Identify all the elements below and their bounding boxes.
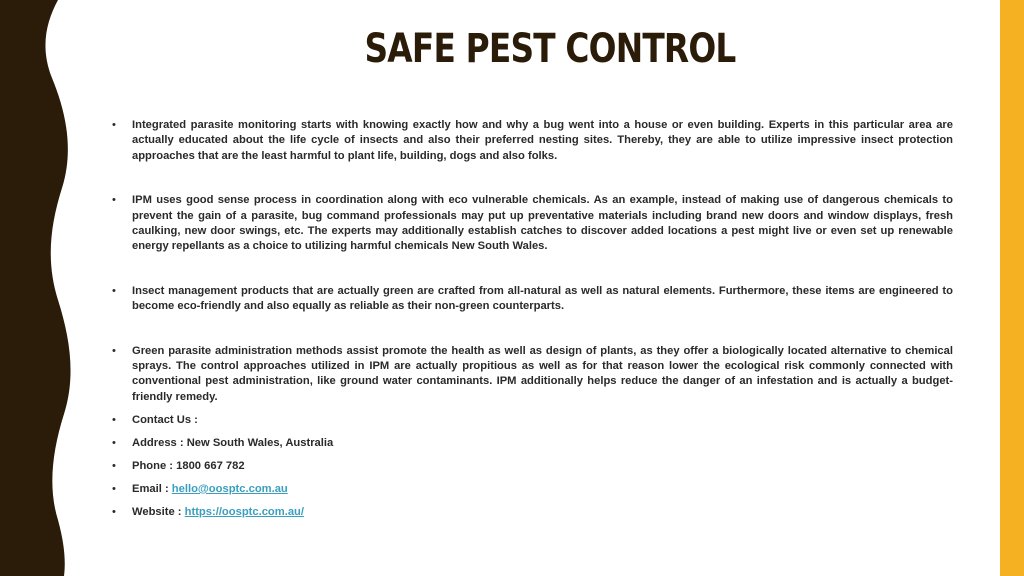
email-label: Email : [132,483,172,495]
bullet-icon: • [112,284,116,297]
bullet-paragraph-2 [112,193,953,255]
paragraph-text: Green parasite administration methods assist promote the health as well as design of plants, as they offer a biologically located alternative to chemical sprays. The control approaches utilized in IPM are actually propitious as well as for that reason lower the ecological risk commonly connected with conventional pest administration, like ground water contaminants. IPM additionally helps reduce the danger of an infestation and is actually a budget-friendly remedy. [132,344,953,403]
contact-heading-item [112,413,953,428]
bullet-icon: • [112,437,116,450]
website-link[interactable]: https://oosptc.com.au/ [184,505,304,518]
right-accent-bar [1000,0,1024,576]
bullet-icon: • [112,194,116,207]
contact-phone: Phone : 1800 667 782 [132,460,245,473]
email-link[interactable]: hello@oosptc.com.au [171,483,288,495]
bullet-icon: • [112,505,116,518]
paragraph-text: Insect management products that are actually green are crafted from all-natural as well as natural elements. Furthermore, these items are engineered to become eco-friendly and also equally as reliable as their non-green counterparts. [132,284,953,313]
contact-website-item [112,505,953,520]
left-wave-decoration [0,0,80,576]
bullet-icon: • [112,344,116,357]
contact-heading: Contact Us : [132,414,198,427]
paragraph-text: Integrated parasite monitoring starts with knowing exactly how and why a bug went into a house or even building. Experts in this particular area are actually educated about the life cycle of insects and also their preferred nesting sites. Thereby, they are able to utilize impressive insect protection approaches that are the least harmful to plant life, building, dogs and also folks. [132,119,953,162]
bullet-icon: • [112,460,116,473]
paragraph-text: IPM uses good sense process in coordination along with eco vulnerable chemicals. As an example, instead of making use of dangerous chemicals to prevent the gain of a parasite, bug command professionals may put up preventative materials including brand new doors and window displays, fresh caulking, new door swings, etc. The experts may additionally establish catches to discover added locations a pest might live or even set up renewable energy repellants as a choice to utilizing harmful chemicals New South Wales. [132,194,953,253]
contact-address: Address : New South Wales, Australia [132,437,334,450]
website-label: Website : [132,505,185,518]
bullet-list [112,118,953,528]
contact-email-item [112,482,953,497]
bullet-icon: • [112,119,116,131]
bullet-paragraph-3 [112,284,953,315]
bullet-paragraph-1 [112,118,953,164]
bullet-icon: • [112,483,116,495]
contact-phone-item [112,459,953,474]
bullet-paragraph-4 [112,344,953,406]
slide-title: SAFE PEST CONTROL [364,26,736,72]
bullet-icon: • [112,414,116,427]
contact-address-item [112,436,953,451]
